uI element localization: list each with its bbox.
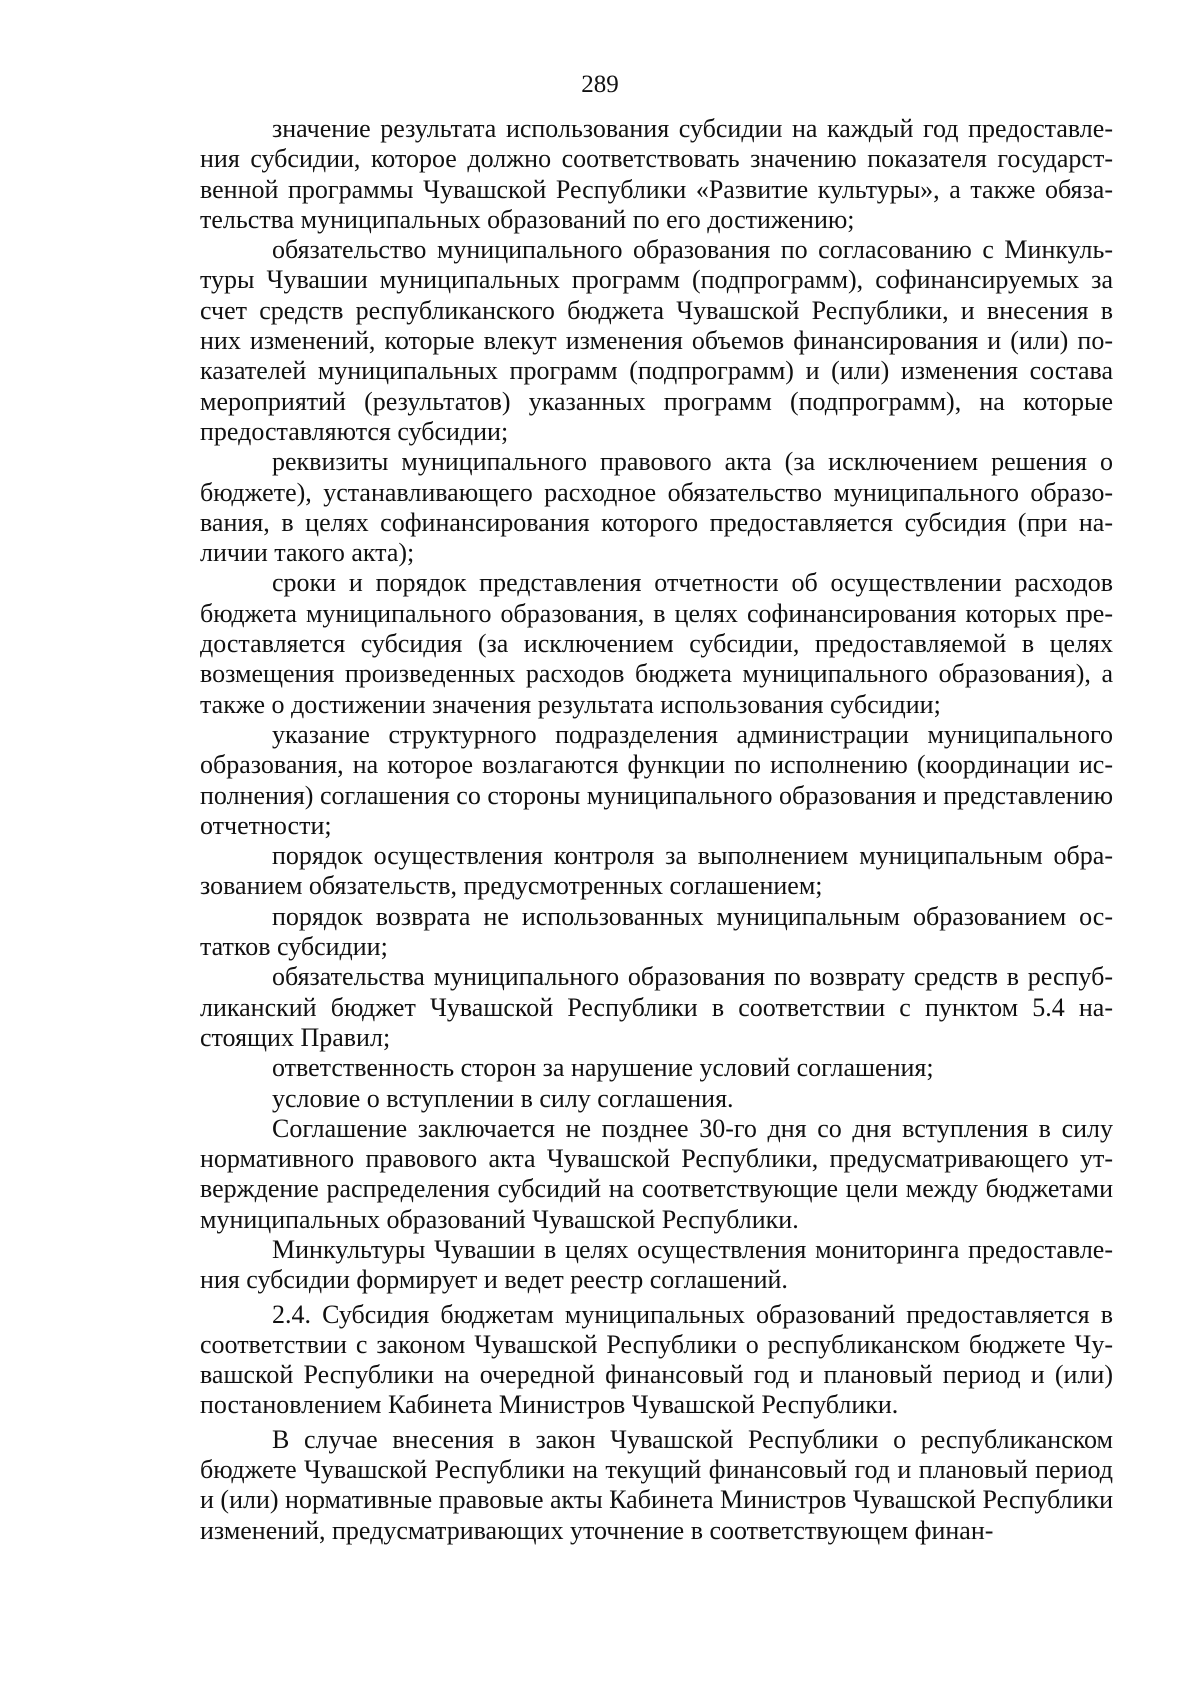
paragraph: значение результата использования субсидии на каждый год предоставления субсидии, которое должно соответствовать значению показателя государственной программы Чувашской Республики «Развитие культуры», а также обязательства муниципальных образований по его достижению; [200, 114, 1113, 234]
paragraph: порядок осуществления контроля за выполнением муниципальным образованием обязательств, предусмотренных соглашением; [200, 841, 1113, 901]
paragraph: Соглашение заключается не позднее 30-го дня со дня вступления в силу нормативного правового акта Чувашской Республики, предусматривающего утверждение распределения субсидий на соответствующие цели между бюджетами муниципальных образований Чувашской Республики. [200, 1113, 1113, 1234]
page-number: 289 [581, 71, 619, 98]
paragraph: указание структурного подразделения администрации муниципального образования, на которое возлагаются функции по исполнению (координации исполнения) соглашения со стороны муниципального образования и представлению отчетности; [200, 719, 1113, 840]
document-body [200, 114, 1113, 1546]
paragraph: условие о вступлении в силу соглашения. [272, 1083, 734, 1113]
paragraph: Минкультуры Чувашии в целях осуществления мониторинга предоставления субсидии формирует и ведет реестр соглашений. [200, 1234, 1113, 1295]
paragraph: реквизиты муниципального правового акта (за исключением решения о бюджете), устанавливающего расходное обязательство муниципального образования, в целях софинансирования которого предоставляется субсидия (при наличии такого акта); [200, 447, 1113, 568]
paragraph: В случае внесения в закон Чувашской Республики о республиканском бюджете Чувашской Республики на текущий финансовый год и плановый период и (или) нормативные правовые акты Кабинета Министров Чувашской Республики изменений, предусматривающих уточнение в соответствующем финан- [200, 1424, 1113, 1545]
paragraph: сроки и порядок представления отчетности об осуществлении расходов бюджета муниципального образования, в целях софинансирования которых предоставляется субсидия (за исключением субсидии, предоставляемой в целях возмещения произведенных расходов бюджета муниципального образования), а также о достижении значения результата использования субсидии; [200, 568, 1113, 719]
paragraph: обязательства муниципального образования по возврату средств в республиканский бюджет Чувашской Республики в соответствии с пунктом 5.4 настоящих Правил; [200, 962, 1113, 1052]
paragraph: 2.4. Субсидия бюджетам муниципальных образований предоставляется в соответствии с законом Чувашской Республики о республиканском бюджете Чувашской Республики на очередной финансовый год и плановый период и (или) постановлением Кабинета Министров Чувашской Республики. [200, 1299, 1113, 1420]
paragraph: обязательство муниципального образования по согласованию с Минкультуры Чувашии муниципальных программ (подпрограмм), софинансируемых за счет средств республиканского бюджета Чувашской Республики, и внесения в них изменений, которые влекут изменения объемов финансирования и (или) показателей муниципальных программ (подпрограмм) и (или) изменения состава мероприятий (результатов) указанных программ (подпрограмм), на которые предоставляются субсидии; [200, 235, 1113, 446]
paragraph: порядок возврата не использованных муниципальным образованием остатков субсидии; [200, 901, 1113, 962]
paragraph: ответственность сторон за нарушение условий соглашения; [272, 1053, 934, 1083]
